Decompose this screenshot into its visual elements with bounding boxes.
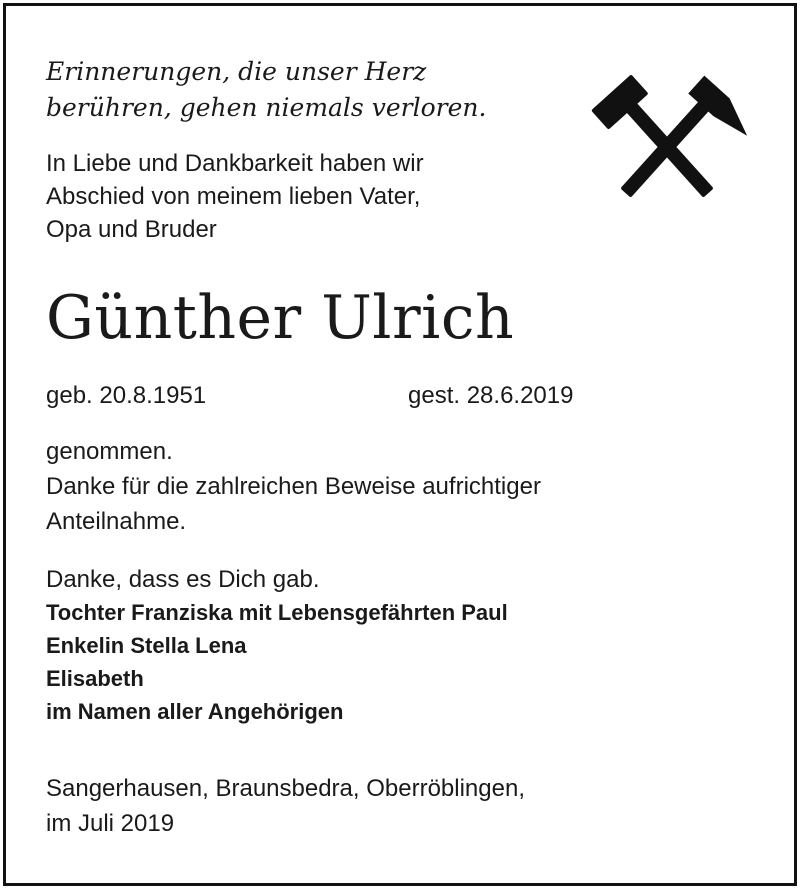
hammer-and-pick-icon [582,72,752,222]
memorial-quote [46,54,486,126]
death-date: gest. 28.6.2019 [408,382,574,409]
quote-line: Erinnerungen, die unser Herz [46,57,427,86]
mourner-line: Enkelin Stella Lena [46,633,247,658]
intro-line: In Liebe und Dankbarkeit haben wir [46,150,424,177]
deceased-name: Günther Ulrich [46,283,515,353]
quote-line: berühren, gehen niemals verloren. [46,93,487,122]
mourner-line: Elisabeth [46,666,144,691]
intro-line: Abschied von meinem lieben Vater, [46,183,421,210]
place-line: im Juli 2019 [46,810,175,837]
place-line: Sangerhausen, Braunsbedra, Oberröblingen, [46,775,525,802]
thanks-line: Anteilnahme. [46,508,187,535]
mourner-line: Tochter Franziska mit Lebensgefährten Paul [46,600,508,625]
intro-line: Opa und Bruder [46,216,217,243]
closing-line: Danke, dass es Dich gab. [46,566,320,593]
birth-date: geb. 20.8.1951 [46,382,207,409]
thanks-text [46,434,541,539]
thanks-line: Danke für die zahlreichen Beweise aufrichtiger [46,473,541,500]
thanks-line: genommen. [46,438,173,465]
mourners-block [46,563,508,728]
mourner-line: im Namen aller Angehörigen [46,699,344,724]
intro-text [46,147,424,246]
place-date [46,771,525,841]
